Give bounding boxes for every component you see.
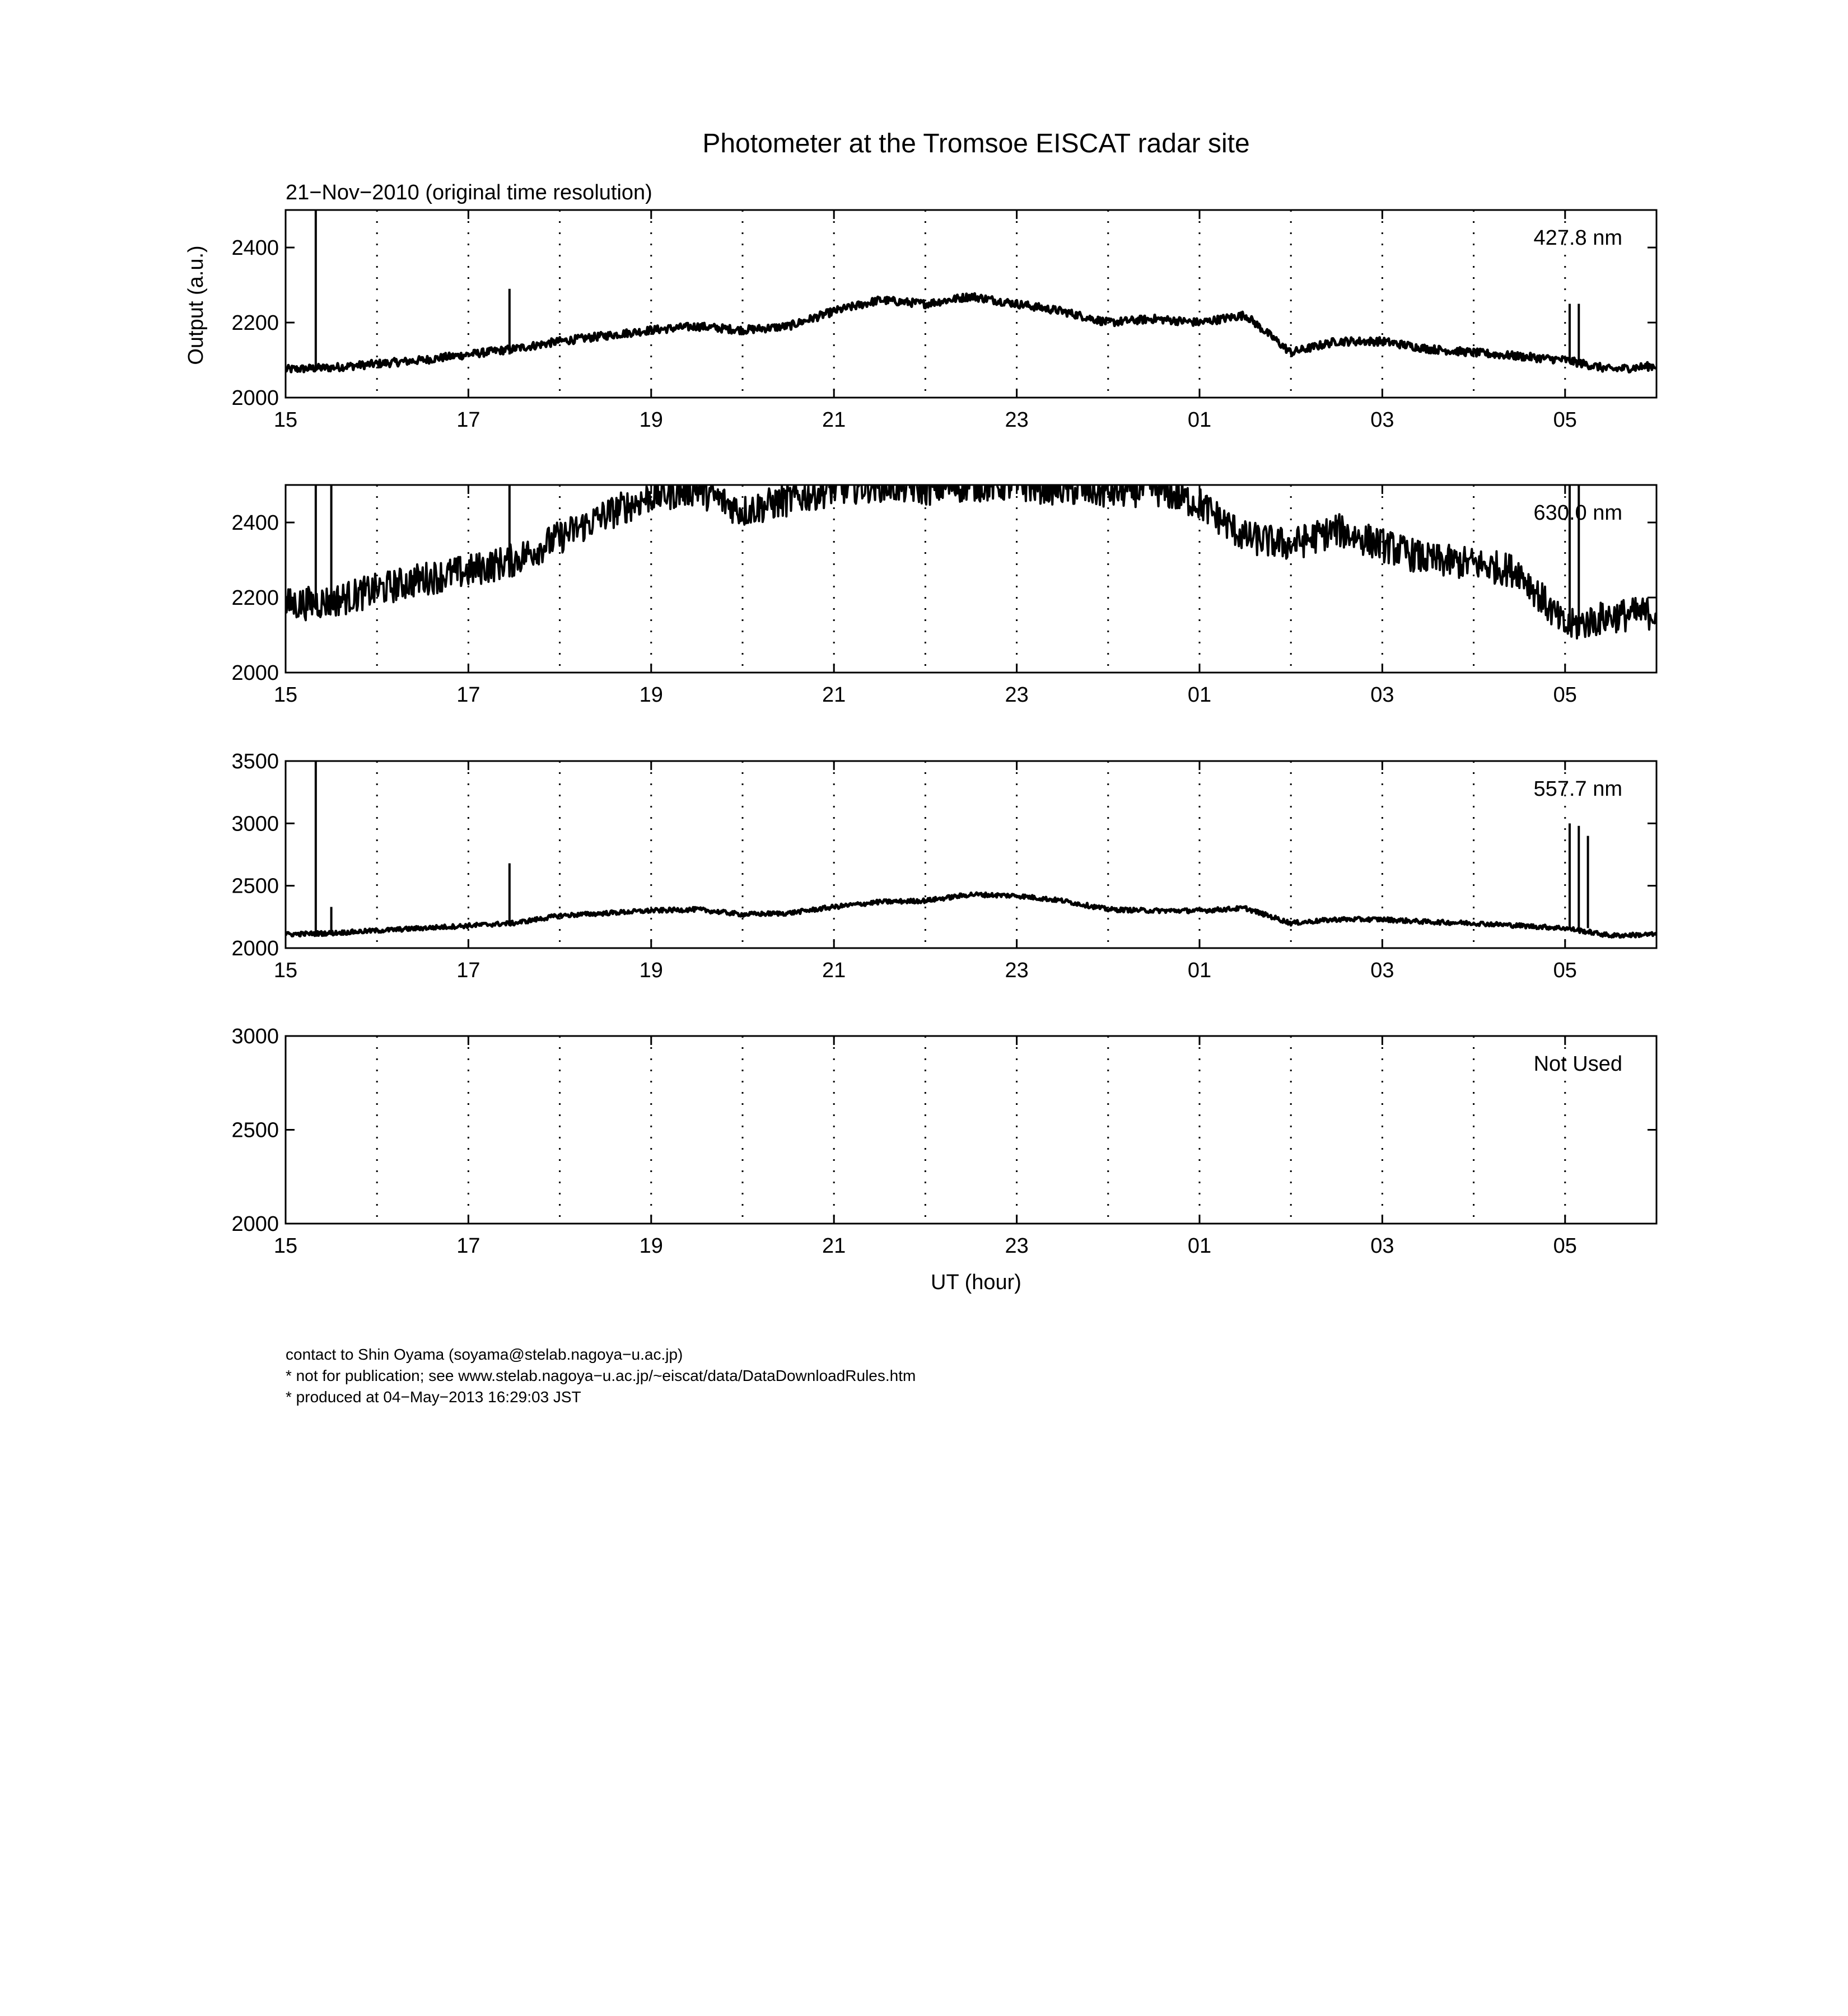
series-trace-427-8-nm [286, 293, 1656, 372]
y-tick-label: 2000 [231, 386, 279, 410]
panel-frame [286, 210, 1656, 398]
x-tick-label: 23 [1005, 683, 1029, 707]
x-tick-label: 05 [1553, 1234, 1577, 1258]
x-tick-label: 17 [456, 959, 480, 982]
x-tick-label: 19 [639, 1234, 663, 1258]
x-tick-label: 23 [1005, 959, 1029, 982]
panel-label: 630.0 nm [1533, 501, 1622, 525]
x-tick-label: 05 [1553, 959, 1577, 982]
x-tick-label: 15 [273, 408, 298, 432]
panel-1 [231, 210, 1656, 432]
y-tick-label: 2200 [231, 311, 279, 335]
y-tick-label: 2000 [231, 661, 279, 685]
x-axis-label: UT (hour) [931, 1271, 1021, 1294]
panel-label: 557.7 nm [1533, 777, 1622, 801]
x-tick-label: 01 [1187, 959, 1212, 982]
x-tick-label: 01 [1187, 683, 1212, 707]
x-tick-label: 19 [639, 408, 663, 432]
y-tick-label: 2400 [231, 511, 279, 535]
x-tick-label: 03 [1370, 408, 1394, 432]
x-tick-label: 19 [639, 959, 663, 982]
y-tick-label: 2200 [231, 586, 279, 610]
x-tick-label: 03 [1370, 959, 1394, 982]
x-tick-label: 23 [1005, 408, 1029, 432]
y-tick-label: 3000 [231, 812, 279, 836]
x-tick-label: 15 [273, 683, 298, 707]
x-tick-label: 17 [456, 408, 480, 432]
panel-frame [286, 761, 1656, 948]
y-tick-label: 2000 [231, 1212, 279, 1236]
panel-frame [286, 1036, 1656, 1224]
panel-4 [231, 1025, 1656, 1258]
x-tick-label: 19 [639, 683, 663, 707]
x-tick-label: 15 [273, 959, 298, 982]
x-tick-label: 23 [1005, 1234, 1029, 1258]
x-tick-label: 17 [456, 683, 480, 707]
footer-notes [286, 1344, 916, 1408]
y-tick-label: 2500 [231, 874, 279, 898]
y-tick-label: 2400 [231, 236, 279, 260]
panel-3 [231, 750, 1656, 982]
y-axis-label: Output (a.u.) [184, 245, 208, 365]
y-tick-label: 2000 [231, 937, 279, 960]
figure-subtitle: 21−Nov−2010 (original time resolution) [286, 181, 652, 204]
x-tick-label: 01 [1187, 408, 1212, 432]
x-tick-label: 03 [1370, 1234, 1394, 1258]
x-tick-label: 21 [822, 959, 846, 982]
footer-notice: * not for publication; see www.stelab.nagoya−u.ac.jp/~eiscat/data/DataDownloadRules.htm [286, 1367, 916, 1384]
figure-title: Photometer at the Tromsoe EISCAT radar site [702, 129, 1250, 158]
footer-contact: contact to Shin Oyama (soyama@stelab.nagoya−u.ac.jp) [286, 1346, 683, 1363]
x-tick-label: 21 [822, 408, 846, 432]
series-trace-630-0-nm [286, 469, 1656, 638]
panel-2 [231, 469, 1656, 707]
panel-label: Not Used [1533, 1052, 1622, 1076]
series-trace-557-7-nm [286, 893, 1656, 937]
x-tick-label: 21 [822, 683, 846, 707]
panels [231, 210, 1656, 1258]
footer-produced: * produced at 04−May−2013 16:29:03 JST [286, 1388, 581, 1406]
x-tick-label: 17 [456, 1234, 480, 1258]
x-tick-label: 03 [1370, 683, 1394, 707]
y-tick-label: 3000 [231, 1025, 279, 1048]
x-tick-label: 01 [1187, 1234, 1212, 1258]
x-tick-label: 21 [822, 1234, 846, 1258]
x-tick-label: 15 [273, 1234, 298, 1258]
y-tick-label: 2500 [231, 1118, 279, 1142]
x-tick-label: 05 [1553, 683, 1577, 707]
y-tick-label: 3500 [231, 750, 279, 773]
panel-label: 427.8 nm [1533, 226, 1622, 250]
x-tick-label: 05 [1553, 408, 1577, 432]
